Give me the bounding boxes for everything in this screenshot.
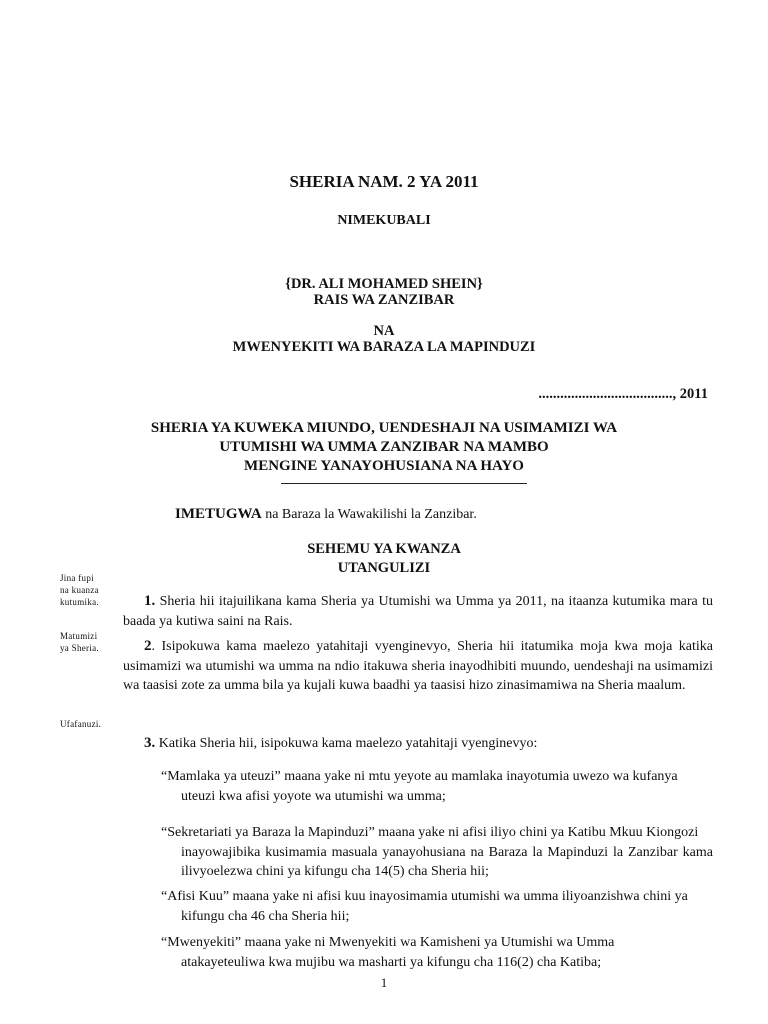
definition-continuation: uteuzi kwa afisi yoyote wa utumishi wa umma;	[181, 788, 446, 804]
margin-note-short-title	[60, 572, 130, 608]
margin-note-line: Ufafanuzi.	[60, 719, 102, 729]
enacting-text: na Baraza la Wawakilishi la Zanzibar.	[261, 507, 477, 522]
definition-secretariat	[161, 823, 713, 882]
margin-note-interpretation	[60, 718, 130, 730]
signatory-name: {DR. ALI MOHAMED SHEIN}	[285, 276, 483, 292]
long-title	[0, 419, 768, 476]
long-title-line-3: MENGINE YANAYOHUSIANA NA HAYO	[244, 458, 524, 474]
enacting-clause	[175, 506, 477, 523]
definition-continuation: kifungu cha 46 cha Sheria hii;	[181, 908, 350, 924]
assent-label: NIMEKUBALI	[337, 213, 431, 228]
section-number: 1.	[144, 593, 156, 609]
page-number: 1	[380, 975, 388, 990]
long-title-line-2: UTUMISHI WA UMMA ZANZIBAR NA MAMBO	[219, 439, 549, 455]
long-title-line-1: SHERIA YA KUWEKA MIUNDO, UENDESHAJI NA USIMAMIZI WA	[150, 420, 618, 436]
section-text: . Isipokuwa kama maelezo yatahitaji vyenginevyo, Sheria hii itatumika moja kwa moja katika usimamizi wa utumishi wa umma na ndio itakuwa sheria inayodhibiti muundo, uendeshaji na usimamizi wa taasisi zote za umma bila ya kujali kuwa baadhi ya taasisi hizo zinasimamiwa na Sheria maalum.	[123, 639, 713, 693]
margin-note-line: na kuanza	[60, 585, 99, 595]
enacting-keyword: IMETUGWA	[175, 506, 262, 522]
definition-first-line: “Mwenyekiti” maana yake ni Mwenyekiti wa Kamisheni ya Utumishi wa Umma	[161, 935, 615, 950]
section-number: 2	[144, 638, 152, 654]
definition-first-line: “Sekretariati ya Baraza la Mapinduzi” maana yake ni afisi iliyo chini ya Katibu Mkuu Kiongozi	[161, 825, 699, 840]
margin-note-line: Matumizi	[60, 631, 98, 641]
title-divider	[281, 483, 527, 484]
margin-note-application	[60, 630, 130, 654]
definition-first-line: “Afisi Kuu” maana yake ni afisi kuu inayosimamia utumishi wa umma iliyoanzishwa chini ya	[161, 889, 688, 904]
margin-note-line: Jina fupi	[60, 573, 94, 583]
part-title: UTANGULIZI	[337, 560, 431, 576]
part-name: SEHEMU YA KWANZA	[307, 541, 461, 557]
section-text: Katika Sheria hii, isipokuwa kama maelezo yatahitaji vyenginevyo:	[155, 736, 538, 751]
definition-chairperson	[161, 933, 713, 972]
section-text: Sheria hii itajuilikana kama Sheria ya Utumishi wa Umma ya 2011, na itaanza kutumika mara tu baada ya kutiwa saini na Rais.	[123, 594, 713, 629]
definition-appointing-authority	[161, 767, 713, 806]
assent-date: ....................................., 2011	[538, 386, 708, 402]
conjunction-na: NA	[373, 323, 395, 339]
margin-note-line: kutumika.	[60, 597, 99, 607]
section-number: 3.	[144, 735, 156, 751]
section-2	[123, 637, 713, 696]
act-title: SHERIA NAM. 2 YA 2011	[289, 172, 479, 191]
signatory-title: RAIS WA ZANZIBAR	[313, 292, 455, 308]
definition-continuation: inayowajibika kusimamia masuala yanayohusiana na Baraza la Mapinduzi la Zanzibar kama ilivyoelezwa chini ya kifungu cha 14(5) cha Sheria hii;	[181, 844, 713, 879]
definition-continuation: atakayeteuliwa kwa mujibu wa masharti ya kifungu cha 116(2) cha Katiba;	[181, 954, 602, 970]
margin-note-line: ya Sheria.	[60, 643, 99, 653]
definition-central-office	[161, 887, 713, 926]
signatory-title-2: MWENYEKITI WA BARAZA LA MAPINDUZI	[232, 339, 536, 355]
section-3	[123, 734, 713, 754]
definition-first-line: “Mamlaka ya uteuzi” maana yake ni mtu yeyote au mamlaka inayotumia uwezo wa kufanya	[161, 769, 678, 784]
section-1	[123, 592, 713, 631]
